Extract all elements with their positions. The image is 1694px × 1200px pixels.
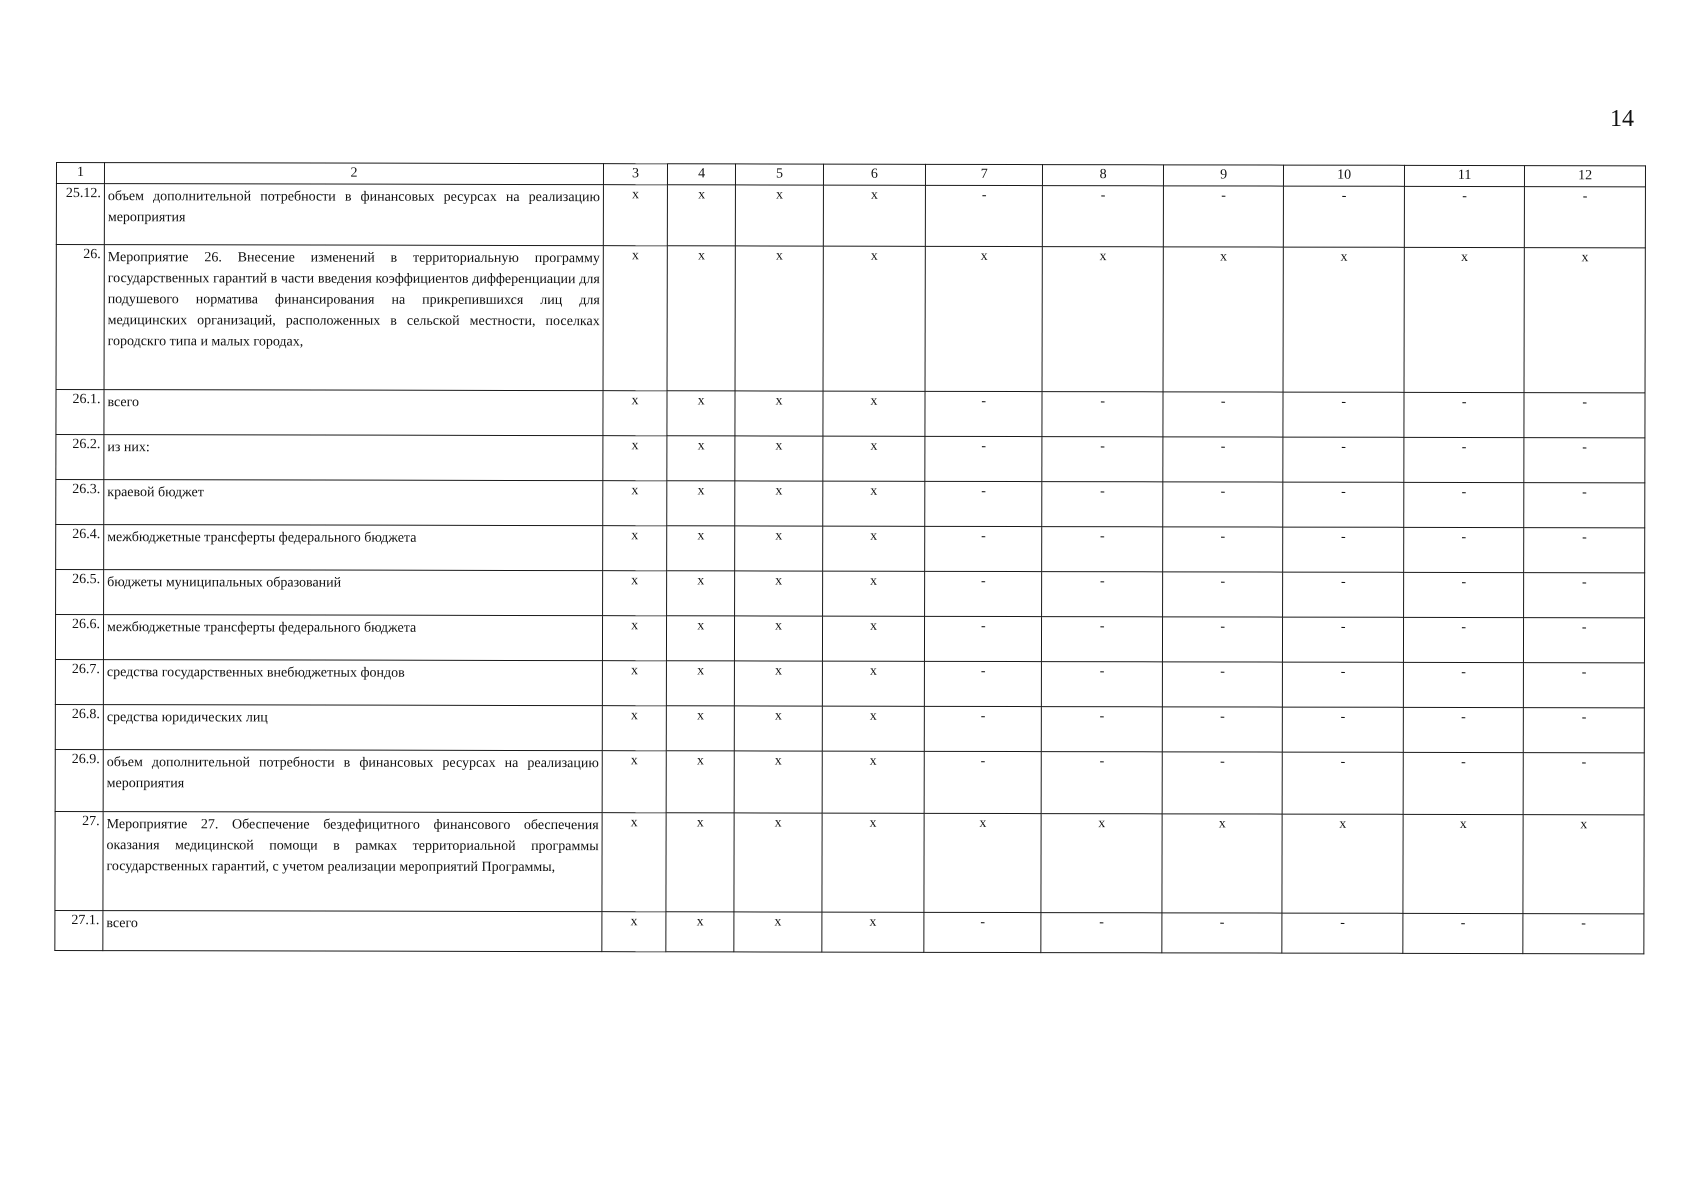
value-cell: x [822,526,924,571]
value-cell: - [924,751,1041,813]
value-cell: x [823,436,925,481]
value-cell: - [1162,662,1283,707]
value-cell: - [1524,483,1645,528]
value-cell: - [1041,913,1162,953]
value-cell: x [734,912,822,952]
value-cell: x [602,706,666,751]
value-cell: - [1403,662,1524,707]
column-header: 2 [104,163,603,185]
row-description: всего [103,911,602,952]
value-cell: - [1524,528,1645,573]
value-cell: x [667,391,735,436]
table-row [56,570,1645,618]
value-cell: - [1523,914,1644,954]
value-cell: - [1163,482,1284,527]
value-cell: - [1163,186,1284,247]
value-cell: - [1042,662,1163,707]
value-cell: - [924,661,1041,706]
value-cell: x [602,912,666,952]
value-cell: - [925,571,1042,616]
value-cell: - [925,616,1042,661]
row-number: 25.12. [56,184,104,245]
row-number: 27. [55,811,103,910]
value-cell: - [1404,392,1525,437]
value-cell: - [1283,617,1404,662]
value-cell: x [667,481,735,526]
value-cell: - [925,391,1042,436]
value-cell: x [735,571,823,616]
value-cell: x [823,185,926,246]
value-cell: - [1283,662,1404,707]
column-header: 4 [668,164,736,185]
column-header: 6 [823,164,925,185]
value-cell: x [666,751,734,813]
value-cell: - [1524,573,1645,618]
value-cell: x [603,526,667,571]
value-cell: - [1524,753,1645,815]
value-cell: - [1042,752,1163,814]
value-cell: x [822,751,925,813]
value-cell: x [603,246,667,391]
table-row [56,525,1645,573]
value-cell: - [925,526,1042,571]
row-number: 26.1. [56,390,104,435]
value-cell: x [1523,815,1644,914]
table-row [56,435,1645,483]
value-cell: - [924,706,1041,751]
value-cell: - [1283,572,1404,617]
value-cell: x [925,246,1043,391]
value-cell: x [822,706,924,751]
value-cell: x [1041,814,1162,913]
value-cell: - [1404,437,1525,482]
value-cell: x [667,185,735,246]
value-cell: - [1283,707,1404,752]
column-header: 11 [1404,165,1525,186]
value-cell: x [666,813,734,912]
row-description: краевой бюджет [104,480,603,526]
value-cell: - [1283,392,1404,437]
row-number: 27.1. [55,910,103,950]
row-number: 26.9. [55,749,103,811]
value-cell: - [1524,393,1645,438]
value-cell: - [1283,527,1404,572]
column-header: 10 [1284,165,1405,186]
value-cell: x [666,912,734,952]
value-cell: - [1524,708,1645,753]
column-header: 12 [1525,166,1646,187]
value-cell: x [603,571,667,616]
page-number: 14 [1610,106,1634,132]
value-cell: x [735,246,823,391]
table-row [56,480,1645,528]
value-cell: - [1404,482,1525,527]
value-cell: - [1404,527,1525,572]
row-number: 26.4. [56,525,104,570]
value-cell: - [1163,527,1284,572]
table-row [55,615,1644,663]
row-description: объем дополнительной потребности в финансовых ресурсах на реализацию мероприятия [103,750,602,813]
value-cell: x [602,751,666,813]
row-number: 26.6. [55,615,103,660]
value-cell: x [667,436,735,481]
value-cell: - [1162,707,1283,752]
table-row [56,390,1645,438]
table-body [55,184,1646,954]
value-cell: x [924,813,1042,912]
table-row [55,811,1644,913]
row-description: средства государственных внебюджетных фондов [103,660,602,706]
value-cell: - [1162,572,1283,617]
row-number: 26. [56,245,104,390]
row-number: 26.2. [56,435,104,480]
value-cell: - [1282,913,1403,953]
value-cell: x [822,571,924,616]
value-cell: - [1283,752,1404,814]
value-cell: - [1524,438,1645,483]
value-cell: x [666,661,734,706]
value-cell: x [734,751,822,813]
value-cell: - [925,481,1042,526]
value-cell: x [735,616,823,661]
value-cell: x [734,813,822,912]
value-cell: - [1525,187,1646,248]
program-table [54,162,1646,954]
value-cell: - [924,912,1041,952]
value-cell: - [1283,437,1404,482]
value-cell: - [1403,913,1524,953]
column-header: 7 [926,164,1043,185]
value-cell: - [1042,392,1163,437]
value-cell: - [1042,437,1163,482]
value-cell: x [603,436,667,481]
table-row [56,184,1645,248]
value-cell: x [735,661,823,706]
value-cell: - [1042,572,1163,617]
value-cell: x [603,481,667,526]
value-cell: - [1042,617,1163,662]
row-description: Мероприятие 27. Обеспечение бездефицитного финансового обеспечения оказания медицинской помощи в рамках территориальной программы государственных гарантий, с учетом реализации мероприятий Программы, [103,812,602,912]
value-cell: x [603,185,667,246]
value-cell: x [1042,247,1163,392]
value-cell: - [1042,707,1163,752]
value-cell: x [735,391,823,436]
value-cell: x [735,526,823,571]
value-cell: x [603,616,667,661]
value-cell: x [822,616,924,661]
value-cell: x [667,616,735,661]
value-cell: x [822,912,924,952]
value-cell: x [822,813,925,912]
table-row [56,245,1645,393]
row-description: межбюджетные трансферты федерального бюджета [103,615,602,661]
value-cell: x [603,391,667,436]
column-header: 8 [1043,165,1164,186]
column-header: 1 [56,163,104,184]
value-cell: x [667,571,735,616]
value-cell: - [1403,707,1524,752]
row-description: бюджеты муниципальных образований [104,570,603,616]
value-cell: - [925,436,1042,481]
row-number: 26.8. [55,704,103,749]
row-description: средства юридических лиц [103,705,602,751]
value-cell: - [1162,913,1283,953]
value-cell: x [1403,814,1524,913]
row-description: межбюджетные трансферты федерального бюджета [104,525,603,571]
value-cell: x [1162,814,1283,913]
value-cell: x [1163,247,1284,392]
value-cell: - [1524,618,1645,663]
value-cell: x [735,706,823,751]
value-cell: - [925,185,1042,246]
column-header: 5 [736,164,823,185]
value-cell: x [1283,247,1404,392]
table-row [55,659,1644,707]
value-cell: x [823,246,926,391]
value-cell: x [666,706,734,751]
value-cell: - [1284,186,1405,247]
value-cell: x [735,436,823,481]
value-cell: x [667,246,736,391]
value-cell: x [823,391,925,436]
row-description: из них: [104,435,603,481]
value-cell: - [1042,527,1163,572]
value-cell: - [1403,572,1524,617]
row-number: 26.7. [55,659,103,704]
value-cell: x [602,661,666,706]
value-cell: - [1162,752,1283,814]
row-number: 26.3. [56,480,104,525]
value-cell: - [1404,186,1525,247]
value-cell: - [1283,482,1404,527]
column-header: 3 [604,164,668,185]
value-cell: x [822,661,924,706]
value-cell: x [1404,247,1525,392]
value-cell: - [1403,617,1524,662]
row-description: всего [104,390,603,436]
value-cell: - [1524,663,1645,708]
table-row [55,704,1644,752]
value-cell: - [1163,437,1284,482]
value-cell: - [1043,186,1164,247]
row-description: Мероприятие 26. Внесение изменений в территориальную программу государственных гарантий в части введения коэффициентов дифференциации для подушевого норматива финансирования на прикрепившихся лиц для медицинских организаций, расположенных в сельской местности, поселках городскго типа и малых городах, [104,245,603,391]
value-cell: x [1282,814,1403,913]
value-cell: - [1162,617,1283,662]
value-cell: x [602,813,666,912]
table-row [55,749,1644,814]
value-cell: - [1042,482,1163,527]
row-description: объем дополнительной потребности в финансовых ресурсах на реализацию мероприятия [104,184,603,246]
table-row [55,910,1644,953]
value-cell: x [822,481,924,526]
row-number: 26.5. [56,570,104,615]
value-cell: - [1403,752,1524,814]
value-cell: - [1163,392,1284,437]
value-cell: x [736,185,824,246]
column-header: 9 [1163,165,1284,186]
value-cell: x [667,526,735,571]
value-cell: x [1524,248,1645,393]
value-cell: x [735,481,823,526]
